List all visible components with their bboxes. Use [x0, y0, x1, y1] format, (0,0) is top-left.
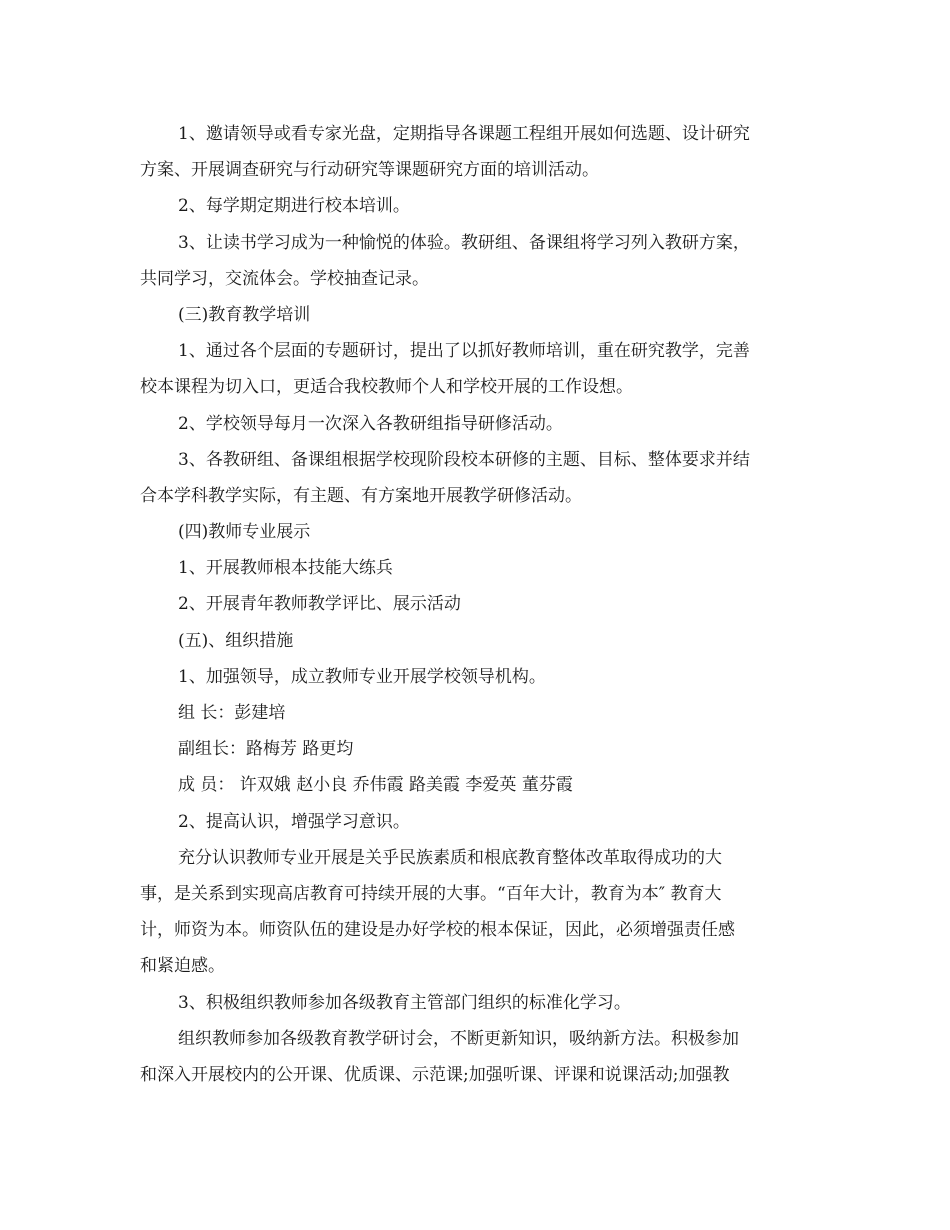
document-body	[140, 116, 810, 1093]
text-line: 3、各教研组、备课组根据学校现阶段校本研修的主题、目标、整体要求并结	[178, 449, 750, 470]
text-line: 计，师资为本。师资队伍的建设是办好学校的根本保证，因此，必须增强责任感	[140, 920, 735, 941]
text-line: (五)、组织措施	[178, 630, 294, 651]
paragraph	[140, 840, 810, 985]
paragraph	[140, 586, 810, 622]
text-line: 方案、开展调查研究与行动研究等课题研究方面的培训活动。	[140, 160, 599, 181]
paragraph	[140, 550, 810, 586]
text-line: 成 员： 许双娥 赵小良 乔伟霞 路美霞 李爱英 董芬霞	[178, 775, 573, 796]
text-line: 组织教师参加各级教育教学研讨会，不断更新知识，吸纳新方法。积极参加	[178, 1028, 739, 1049]
paragraph	[140, 623, 810, 659]
text-line: 副组长：路梅芳 路更均	[178, 739, 354, 760]
paragraph	[140, 116, 810, 188]
paragraph	[140, 297, 810, 333]
paragraph	[140, 225, 810, 297]
paragraph	[140, 985, 810, 1021]
text-line: 2、每学期定期进行校本培训。	[178, 196, 410, 217]
paragraph	[140, 767, 810, 803]
text-line: 3、积极组织教师参加各级教育主管部门组织的标准化学习。	[178, 992, 631, 1013]
paragraph	[140, 514, 810, 550]
paragraph	[140, 1021, 810, 1093]
text-line: 共同学习，交流体会。学校抽查记录。	[140, 268, 429, 289]
text-line: (三)教育教学培训	[178, 304, 311, 325]
text-line: 事，是关系到实现高店教育可持续开展的大事。“百年大计，教育为本″ 教育大	[140, 883, 722, 904]
text-line: 1、加强领导，成立教师专业开展学校领导机构。	[178, 666, 546, 687]
paragraph	[140, 731, 810, 767]
text-line: 校本课程为切入口，更适合我校教师个人和学校开展的工作设想。	[140, 377, 633, 398]
paragraph	[140, 695, 810, 731]
text-line: 充分认识教师专业开展是关乎民族素质和根底教育整体改革取得成功的大	[178, 847, 722, 868]
text-line: 1、邀请领导或看专家光盘，定期指导各课题工程组开展如何选题、设计研究	[178, 124, 750, 144]
text-line: 合本学科教学实际，有主题、有方案地开展教学研修活动。	[140, 485, 582, 506]
paragraph	[140, 406, 810, 442]
text-line: 和深入开展校内的公开课、优质课、示范课;加强听课、评课和说课活动;加强教	[140, 1064, 730, 1085]
text-line: 2、提高认识，增强学习意识。	[178, 811, 410, 832]
text-line: (四)教师专业展示	[178, 522, 311, 543]
paragraph	[140, 804, 810, 840]
paragraph	[140, 188, 810, 224]
text-line: 1、通过各个层面的专题研讨，提出了以抓好教师培训，重在研究教学，完善	[178, 341, 750, 362]
text-line: 1、开展教师根本技能大练兵	[178, 558, 393, 579]
paragraph	[140, 333, 810, 405]
text-line: 2、开展青年教师教学评比、展示活动	[178, 594, 461, 615]
paragraph	[140, 442, 810, 514]
text-line: 2、学校领导每月一次深入各教研组指导研修活动。	[178, 413, 563, 434]
text-line: 组 长：彭建培	[178, 703, 286, 723]
text-line: 和紧迫感。	[140, 956, 225, 977]
paragraph	[140, 659, 810, 695]
text-line: 3、让读书学习成为一种愉悦的体验。教研组、备课组将学习列入教研方案，	[178, 232, 750, 253]
